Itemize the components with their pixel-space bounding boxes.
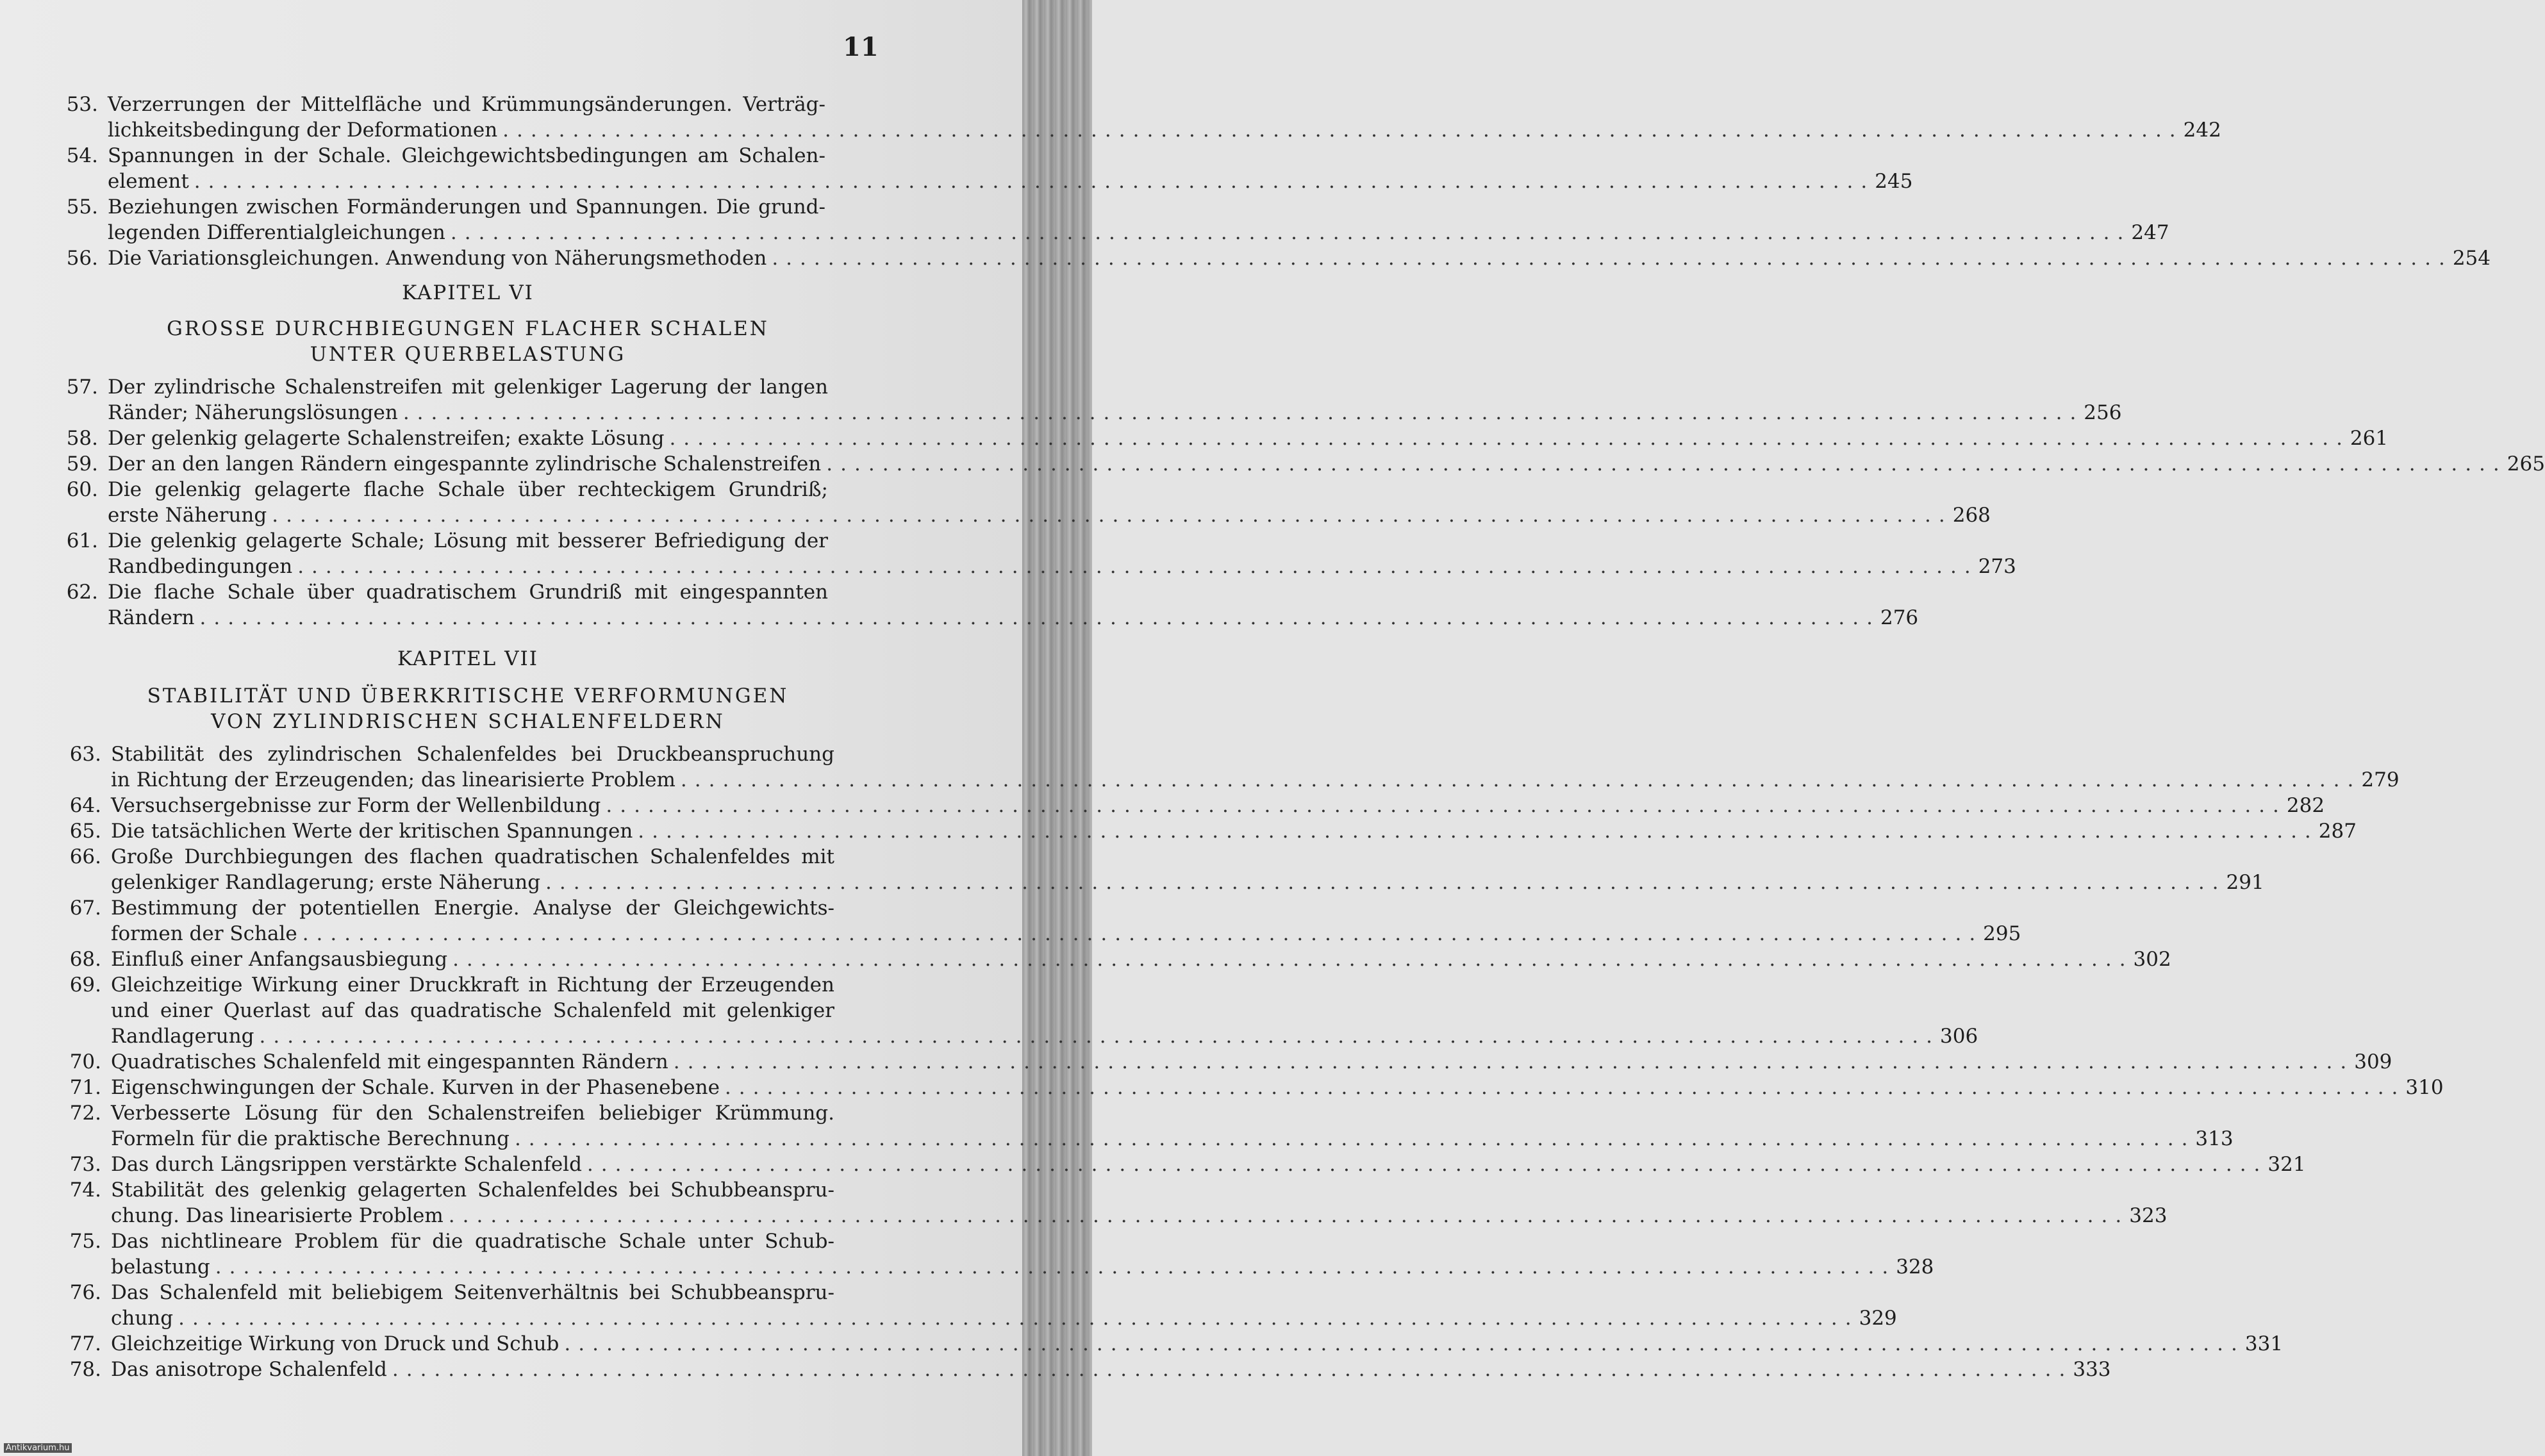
chapter-7-label: KAPITEL VII xyxy=(397,647,539,670)
entry-number: 59. xyxy=(66,452,98,476)
leader-dots: ........................................................................................................................ xyxy=(669,427,2350,450)
entry-number: 60. xyxy=(66,478,98,501)
entry-last-line xyxy=(108,502,1991,528)
entry-page-number: 282 xyxy=(2286,794,2325,817)
entry-page-number: 291 xyxy=(2226,871,2264,894)
entry-number: 58. xyxy=(66,427,98,450)
entry-last-line xyxy=(111,818,2357,844)
entry-last-line xyxy=(111,1023,1978,1049)
entry-page-number: 245 xyxy=(1875,170,1913,193)
entry-page-number: 333 xyxy=(2073,1358,2111,1381)
entry-number: 66. xyxy=(69,845,101,868)
leader-dots: ........................................................................................................................ xyxy=(392,1358,2073,1381)
entry-number: 71. xyxy=(69,1076,101,1099)
entry-last-line xyxy=(111,947,2171,972)
entry-page-number: 247 xyxy=(2131,221,2169,244)
entry-title: Der an den langen Rändern eingespannte zylindrische Schalenstreifen xyxy=(108,452,822,476)
leader-dots: ........................................................................................................................ xyxy=(724,1076,2406,1099)
entry-number: 57. xyxy=(66,376,98,399)
entry-text-line: Das nichtlineare Problem für die quadratische Schale unter Schub- xyxy=(111,1230,834,1253)
entry-last-line xyxy=(111,1126,2234,1152)
entry-number: 75. xyxy=(69,1230,101,1253)
entry-last-line xyxy=(111,1357,2111,1382)
entry-title: lichkeitsbedingung der Deformationen xyxy=(108,119,498,142)
entry-number: 65. xyxy=(69,820,101,843)
entry-title: gelenkiger Randlagerung; erste Näherung xyxy=(111,871,541,894)
entry-page-number: 321 xyxy=(2267,1153,2306,1176)
chapter-6-title-line-2: UNTER QUERBELASTUNG xyxy=(310,343,626,366)
entry-page-number: 287 xyxy=(2318,820,2357,843)
entry-text-line: Verzerrungen der Mittelfläche und Krümmungsänderungen. Verträg- xyxy=(108,93,825,116)
entry-text-line: Beziehungen zwischen Formänderungen und Spannungen. Die grund- xyxy=(108,195,825,219)
leader-dots: ........................................................................................................................ xyxy=(826,452,2507,476)
entry-title: Gleichzeitige Wirkung von Druck und Schub xyxy=(111,1332,560,1355)
entry-page-number: 265 xyxy=(2507,452,2545,476)
entry-page-number: 302 xyxy=(2133,948,2171,971)
entry-last-line xyxy=(108,220,2169,245)
leader-dots: ........................................................................................................................ xyxy=(680,768,2362,791)
entry-number: 64. xyxy=(69,794,101,817)
entry-page-number: 256 xyxy=(2084,401,2122,424)
leader-dots: ........................................................................................................................ xyxy=(450,221,2132,244)
chapter-6-label: KAPITEL VI xyxy=(402,281,534,304)
leader-dots: ........................................................................................................................ xyxy=(673,1050,2355,1073)
entry-last-line xyxy=(108,245,2491,271)
entry-page-number: 323 xyxy=(2129,1204,2168,1227)
entry-title: legenden Differentialgleichungen xyxy=(108,221,445,244)
entry-last-line xyxy=(108,426,2389,451)
entry-page-number: 313 xyxy=(2195,1127,2234,1150)
entry-text-line: Stabilität des gelenkig gelagerten Schalenfeldes bei Schubbeanspru- xyxy=(111,1179,834,1202)
entry-title: Quadratisches Schalenfeld mit eingespannten Rändern xyxy=(111,1050,668,1073)
entry-text-line: Das Schalenfeld mit beliebigem Seitenverhältnis bei Schubbeanspru- xyxy=(111,1281,834,1304)
entry-number: 61. xyxy=(66,529,98,552)
entry-last-line xyxy=(111,1152,2306,1177)
entry-page-number: 279 xyxy=(2361,768,2400,791)
leader-dots: ........................................................................................................................ xyxy=(402,401,2084,424)
leader-dots: ........................................................................................................................ xyxy=(452,948,2134,971)
entry-number: 56. xyxy=(66,247,98,270)
entry-last-line xyxy=(111,870,2264,895)
entry-last-line xyxy=(111,921,2021,947)
entry-last-line xyxy=(111,767,2400,793)
entry-page-number: 328 xyxy=(1896,1255,1934,1278)
entry-title: Die tatsächlichen Werte der kritischen Spannungen xyxy=(111,820,633,843)
entry-last-line xyxy=(111,793,2325,818)
entry-number: 54. xyxy=(66,144,98,167)
leader-dots: ........................................................................................................................ xyxy=(772,247,2453,270)
entry-last-line xyxy=(108,605,1919,631)
entry-page-number: 306 xyxy=(1940,1025,1978,1048)
entry-number: 55. xyxy=(66,195,98,219)
page-edge-stack xyxy=(1022,0,1092,1456)
entry-title: chung. Das linearisierte Problem xyxy=(111,1204,444,1227)
entry-title: Eigenschwingungen der Schale. Kurven in der Phasenebene xyxy=(111,1076,720,1099)
entry-title: formen der Schale xyxy=(111,922,297,945)
watermark: Antikvarium.hu xyxy=(4,1443,72,1453)
entry-page-number: 331 xyxy=(2244,1332,2284,1355)
entry-page-number: 261 xyxy=(2350,427,2389,450)
entry-page-number: 273 xyxy=(1978,555,2016,578)
entry-page-number: 309 xyxy=(2354,1050,2392,1073)
entry-title: chung xyxy=(111,1307,174,1330)
entry-number: 70. xyxy=(69,1050,101,1073)
leader-dots: ........................................................................................................................ xyxy=(448,1204,2130,1227)
entry-last-line xyxy=(111,1049,2392,1075)
entry-text-line: Gleichzeitige Wirkung einer Druckkraft in Richtung der Erzeugenden xyxy=(111,973,834,997)
leader-dots: ........................................................................................................................ xyxy=(215,1255,1896,1278)
entry-text-line: Bestimmung der potentiellen Energie. Analyse der Gleichgewichts- xyxy=(111,897,834,920)
entry-number: 63. xyxy=(69,743,101,766)
leader-dots: ........................................................................................................................ xyxy=(606,794,2287,817)
entry-last-line xyxy=(111,1305,1897,1331)
entry-number: 73. xyxy=(69,1153,101,1176)
entry-text-line: und einer Querlast auf das quadratische Schalenfeld mit gelenkiger xyxy=(111,999,834,1022)
entry-number: 74. xyxy=(69,1179,101,1202)
entry-title: element xyxy=(108,170,189,193)
entry-number: 76. xyxy=(69,1281,101,1304)
entry-number: 72. xyxy=(69,1102,101,1125)
entry-title: erste Näherung xyxy=(108,504,267,527)
entry-number: 67. xyxy=(69,897,101,920)
entry-text-line: Der zylindrische Schalenstreifen mit gelenkiger Lagerung der langen xyxy=(108,376,828,399)
entry-text-line: Große Durchbiegungen des flachen quadratischen Schalenfeldes mit xyxy=(111,845,834,868)
entry-number: 53. xyxy=(66,93,98,116)
entry-number: 62. xyxy=(66,581,98,604)
entry-title: Die Variationsgleichungen. Anwendung von Näherungsmethoden xyxy=(108,247,767,270)
entry-title: belastung xyxy=(111,1255,210,1278)
entry-page-number: 254 xyxy=(2452,247,2491,270)
entry-last-line xyxy=(108,117,2221,143)
entry-page-number: 310 xyxy=(2405,1076,2444,1099)
entry-last-line xyxy=(108,451,2545,477)
entry-title: Formeln für die praktische Berechnung xyxy=(111,1127,510,1150)
entry-text-line: Spannungen in der Schale. Gleichgewichtsbedingungen am Schalen- xyxy=(108,144,825,167)
entry-last-line xyxy=(111,1203,2168,1228)
entry-title: Versuchsergebnisse zur Form der Wellenbildung xyxy=(111,794,601,817)
entry-page-number: 295 xyxy=(1983,922,2021,945)
leader-dots: ........................................................................................................................ xyxy=(638,820,2319,843)
leader-dots: ........................................................................................................................ xyxy=(502,119,2184,142)
entry-title: Einfluß einer Anfangsausbiegung xyxy=(111,948,448,971)
leader-dots: ........................................................................................................................ xyxy=(199,606,1880,629)
entry-page-number: 329 xyxy=(1859,1307,1897,1330)
entry-text-line: Die flache Schale über quadratischem Grundriß mit eingespannten xyxy=(108,581,828,604)
entry-title: Ränder; Näherungslösungen xyxy=(108,401,398,424)
entry-last-line xyxy=(111,1075,2444,1100)
leader-dots: ........................................................................................................................ xyxy=(302,922,1984,945)
chapter-7-title-line-1: STABILITÄT UND ÜBERKRITISCHE VERFORMUNGEN xyxy=(147,684,789,707)
entry-last-line xyxy=(111,1331,2284,1357)
entry-title: Der gelenkig gelagerte Schalenstreifen; exakte Lösung xyxy=(108,427,665,450)
chapter-6-title-line-1: GROSSE DURCHBIEGUNGEN FLACHER SCHALEN xyxy=(167,317,769,340)
leader-dots: ........................................................................................................................ xyxy=(564,1332,2245,1355)
chapter-7-title-line-2: VON ZYLINDRISCHEN SCHALENFELDERN xyxy=(211,710,725,733)
entry-title: Das durch Längsrippen verstärkte Schalenfeld xyxy=(111,1153,582,1176)
entry-title: Randlagerung xyxy=(111,1025,254,1048)
entry-text-line: Die gelenkig gelagerte flache Schale über rechteckigem Grundriß; xyxy=(108,478,828,501)
leader-dots: ........................................................................................................................ xyxy=(514,1127,2196,1150)
leader-dots: ........................................................................................................................ xyxy=(586,1153,2268,1176)
entry-number: 77. xyxy=(69,1332,101,1355)
entry-text-line: Die gelenkig gelagerte Schale; Lösung mit besserer Befriedigung der xyxy=(108,529,828,552)
entry-number: 68. xyxy=(69,948,101,971)
entry-number: 78. xyxy=(69,1358,101,1381)
leader-dots: ........................................................................................................................ xyxy=(194,170,1875,193)
entry-last-line xyxy=(108,169,1913,194)
entry-last-line xyxy=(111,1254,1934,1280)
entry-text-line: Stabilität des zylindrischen Schalenfeldes bei Druckbeanspruchung xyxy=(111,743,834,766)
entry-page-number: 242 xyxy=(2183,119,2221,142)
leader-dots: ........................................................................................................................ xyxy=(178,1307,1859,1330)
entry-last-line xyxy=(108,400,2122,426)
leader-dots: ........................................................................................................................ xyxy=(297,555,1978,578)
entry-page-number: 276 xyxy=(1880,606,1919,629)
entry-title: in Richtung der Erzeugenden; das linearisierte Problem xyxy=(111,768,676,791)
entry-number: 69. xyxy=(69,973,101,997)
entry-text-line: Verbesserte Lösung für den Schalenstreifen beliebiger Krümmung. xyxy=(111,1102,834,1125)
entry-title: Randbedingungen xyxy=(108,555,293,578)
entry-title: Das anisotrope Schalenfeld xyxy=(111,1358,387,1381)
page-number: 11 xyxy=(843,32,879,62)
leader-dots: ........................................................................................................................ xyxy=(272,504,1953,527)
leader-dots: ........................................................................................................................ xyxy=(259,1025,1941,1048)
entry-page-number: 268 xyxy=(1952,504,1991,527)
entry-title: Rändern xyxy=(108,606,195,629)
entry-last-line xyxy=(108,554,2016,579)
leader-dots: ........................................................................................................................ xyxy=(545,871,2226,894)
